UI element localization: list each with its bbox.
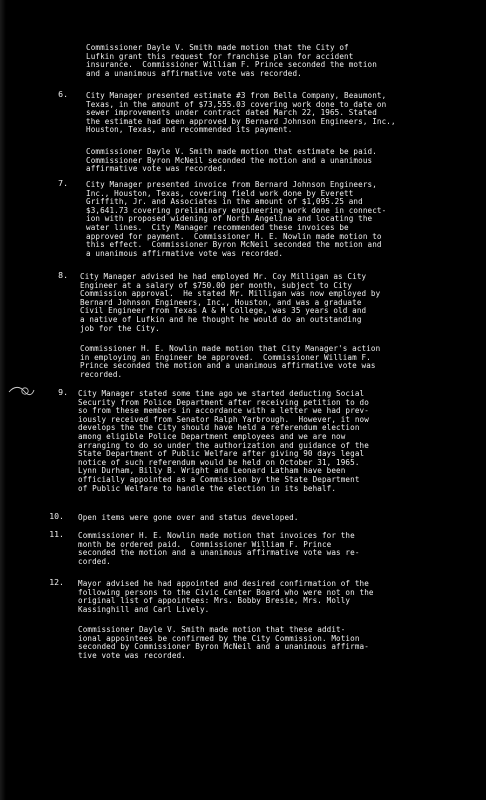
text-line: Commissioner Dayle V. Smith made motion that the City of bbox=[86, 43, 349, 52]
text-line: approved for payment. Commissioner H. E. Nowlin made motion to bbox=[86, 231, 382, 241]
text-line: State Department of Public Welfare after giving 90 days legal bbox=[78, 449, 365, 459]
paragraph-text bbox=[86, 44, 377, 78]
text-line: Texas, in the amount of $73,555.03 covering work done to date on bbox=[86, 99, 387, 109]
text-line: a native of Lufkin and he thought he would do an outstanding bbox=[80, 314, 362, 324]
text-line: Mayor advised he had appointed and desired confirmation of the bbox=[78, 579, 369, 588]
item-text bbox=[86, 181, 386, 258]
text-line: City Manager stated some time ago we started deducting Social bbox=[78, 389, 365, 398]
text-line: tive vote was recorded. bbox=[78, 650, 186, 660]
text-line: Houston, Texas, and recommended its payment. bbox=[86, 125, 293, 135]
text-line: Kassinghill and Carl Lively. bbox=[78, 604, 210, 614]
item-number: 10. bbox=[49, 511, 64, 521]
text-line: Commissioner H. E. Nowlin made motion that City Manager's action bbox=[80, 344, 381, 353]
text-line: ional appointees be confirmed by the City Commission. Motion bbox=[78, 633, 360, 643]
paragraph-smith-accident bbox=[86, 44, 377, 78]
text-line: iously received from Senator Ralph Yarbrough. However, it now bbox=[78, 414, 369, 424]
text-line: Security from Police Department after receiving petition to do bbox=[78, 397, 369, 407]
text-line: sewer improvements under contract dated March 22, 1965. Stated bbox=[86, 108, 377, 118]
text-line: seconded the motion and a unanimous affirmative vote was re- bbox=[78, 548, 360, 558]
item-text bbox=[86, 92, 396, 135]
text-line: water lines. City Manager recommended these invoices be bbox=[86, 222, 349, 232]
text-line: Commissioner H. E. Nowlin made motion that invoices for the bbox=[78, 531, 355, 540]
text-line: Inc., Houston, Texas, covering field work done by Everett bbox=[86, 188, 354, 198]
text-line: in employing an Engineer be approved. Commissioner William F. bbox=[80, 352, 371, 362]
text-line: officially appointed as a Commission by the State Department bbox=[78, 474, 360, 484]
item-11 bbox=[78, 532, 360, 566]
paragraph-smith-appointees bbox=[78, 626, 369, 660]
text-line: City Manager presented estimate #3 from Bella Company, Beaumont, bbox=[86, 91, 387, 100]
text-line: arranging to do so under the authorization and guidance of the bbox=[78, 440, 369, 450]
text-line: Lufkin grant this request for franchise plan for accident bbox=[86, 51, 354, 61]
text-line: following persons to the Civic Center Board who were not on the bbox=[78, 587, 374, 597]
paragraph-text bbox=[80, 345, 380, 379]
text-line: month be ordered paid. Commissioner William F. Prince bbox=[78, 539, 332, 549]
text-line: and a unanimous affirmative vote was recorded. bbox=[86, 68, 302, 78]
item-text bbox=[78, 514, 299, 523]
text-line: Open items were gone over and status developed. bbox=[78, 513, 299, 522]
text-line: Bernard Johnson Engineers, Inc., Houston, and was a graduate bbox=[80, 297, 362, 307]
item-text bbox=[78, 580, 374, 614]
text-line: this effect. Commissioner Byron McNeil seconded the motion and bbox=[86, 240, 382, 250]
paragraph-nowlin-engineer bbox=[80, 345, 380, 379]
text-line: Engineer at a salary of $750.00 per month, subject to City bbox=[80, 280, 353, 290]
text-line: original list of appointees: Mrs. Bobby Bresie, Mrs. Molly bbox=[78, 596, 351, 606]
text-line: ion with proposed widening of North Angelina and locating the bbox=[86, 214, 373, 224]
text-line: Commissioner Dayle V. Smith made motion that these addit- bbox=[78, 625, 346, 634]
text-line: job for the City. bbox=[80, 323, 160, 333]
scan-edge bbox=[0, 0, 6, 800]
text-line: so from these members in accordance with a letter we had prev- bbox=[78, 406, 369, 416]
text-line: of Public Welfare to handle the election in its behalf. bbox=[78, 483, 337, 493]
item-number: 11. bbox=[49, 529, 64, 539]
text-line: Commission approval. He stated Mr. Milligan was now employed by bbox=[80, 289, 381, 299]
paragraph-text bbox=[86, 148, 377, 174]
text-line: among eligible Police Department employees and we are now bbox=[78, 431, 346, 441]
item-number: 7. bbox=[58, 178, 68, 188]
text-line: Commissioner Byron McNeil seconded the motion and a unanimous bbox=[86, 155, 373, 165]
text-line: develops the the City should have held a referendum election bbox=[78, 423, 360, 433]
text-line: a unanimous affirmative vote was recorded. bbox=[86, 248, 284, 258]
text-line: recorded. bbox=[80, 369, 123, 379]
item-9 bbox=[78, 390, 369, 493]
text-line: seconded by Commissioner Byron McNeil and a unanimous affirma- bbox=[78, 642, 369, 652]
item-number: 9. bbox=[58, 387, 68, 397]
text-line: $3,641.73 covering preliminary engineering work done in connect- bbox=[86, 205, 387, 215]
text-line: insurance. Commissioner William F. Prince seconded the motion bbox=[86, 60, 377, 70]
text-line: notice of such referendum would be held on October 31, 1965. bbox=[78, 457, 360, 467]
item-text bbox=[78, 532, 360, 566]
text-line: Griffith, Jr. and Associates in the amount of $1,095.25 and bbox=[86, 197, 363, 207]
text-line: Commissioner Dayle V. Smith made motion that estimate be paid. bbox=[86, 147, 377, 156]
item-text bbox=[78, 390, 369, 493]
text-line: Prince seconded the motion and a unanimous affirmative vote was bbox=[80, 361, 376, 371]
item-number: 12. bbox=[49, 577, 64, 587]
item-number: 8. bbox=[58, 270, 68, 280]
item-12 bbox=[78, 580, 374, 614]
margin-scribble bbox=[6, 384, 36, 398]
text-line: Civil Engineer from Texas A & M College, was 35 years old and bbox=[80, 306, 367, 316]
paragraph-smith-estimate bbox=[86, 148, 377, 174]
text-line: City Manager presented invoice from Bernard Johnson Engineers, bbox=[86, 180, 377, 189]
item-text bbox=[80, 273, 380, 333]
item-8 bbox=[80, 273, 380, 333]
item-6 bbox=[86, 92, 396, 135]
text-line: the estimate had been approved by Bernard Johnson Engineers, Inc., bbox=[86, 116, 396, 126]
text-line: City Manager advised he had employed Mr. Coy Milligan as City bbox=[80, 272, 367, 281]
item-number: 6. bbox=[58, 89, 68, 99]
paragraph-text bbox=[78, 626, 369, 660]
item-10 bbox=[78, 514, 299, 523]
text-line: corded. bbox=[78, 556, 111, 566]
text-line: affirmative vote was recorded. bbox=[86, 164, 227, 174]
item-7 bbox=[86, 181, 386, 258]
text-line: Lynn Durham, Billy B. Wright and Leonard Latham have been bbox=[78, 466, 346, 476]
